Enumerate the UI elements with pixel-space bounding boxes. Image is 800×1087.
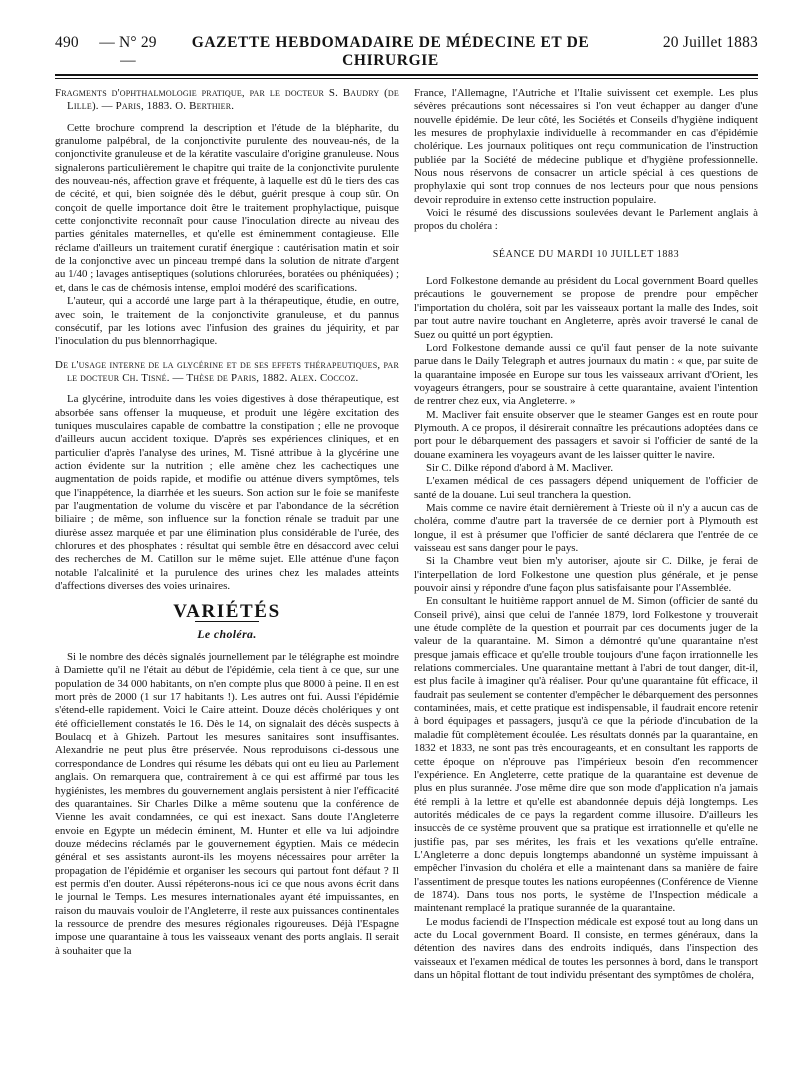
article-paragraph-continued: France, l'Allemagne, l'Autriche et l'Italie suivissent cet exemple. Les plus sévères précautions sont nécessaires si l'on veut échapper au danger d'une nouvelle épidémie. De leur côté, les Sociétés et Conseils d'hygiène indiquent les mesures de prophylaxie individuelle à recommander en cas d'épidémie cholérique. Les journaux politiques ont reçu communication de l'instruction publiée par la Société de médecine publique et d'hygiène professionnelle. Nous nous réservons de consacrer un article spécial à ces questions de prophylaxie qui sont trop connues de nos lecteurs pour que nous pensions devoir reproduire in extenso cette instruction populaire. [414,87,758,206]
spacer [55,114,399,122]
debate-paragraph: M. Macliver fait ensuite observer que le steamer Ganges est en route pour Plymouth. A ce propos, il désirerait connaître les précautions adoptées dans ce port pour le débarquement des passagers et savoir si l'officier de santé de la douane examinera les voyageurs avant de les laisser quitter le navire. [414,408,758,461]
debate-paragraph: Si la Chambre veut bien m'y autoriser, ajoute sir C. Dilke, je ferai de l'interpellation de lord Folkestone une question plus générale, et je pense pouvoir ainsi y répondre d'une façon plus satisfaisante pour l'Assemblée. [414,555,758,595]
page-number: 490 [55,34,79,51]
review-paragraph: La glycérine, introduite dans les voies digestives à dose thérapeutique, est absorbée sans offenser la muqueuse, et produit une légère excitation des tuniques musculaires capable de combattre la constipation ; elle ne provoque d'ailleurs aucun accident toxique. D'après ses expériences cliniques, et en particulier d'après l'analyse des urines, M. Tisné attribue à la glycérine une action évidente sur la nutrition ; elle amène chez les cachectiques une augmentation de poids rapide, et modifie ou atténue divers symptômes, tels que l'inappétence, la diarrhée et les sueurs. Son action sur le foie se manifeste par l'augmentation de volume du viscère et par l'abondance de la sécrétion biliaire ; de même, son influence sur la fonction rénale se traduit par une diurèse assez marquée et par une élimination plus considérable de l'urée, des chlorures et des phosphates : résultat qui semble être en désaccord avec celui des recherches de M. Catillon sur le même sujet. Elle atténue d'une façon notable l'alcalinité et la purulence des urines chez les malades atteints d'affections diverses des voies urinaires. [55,393,399,593]
issue-number: — N° 29 — [99,34,157,69]
section-title-varietes: VARIÉTÉS [173,601,281,623]
seance-heading: SÉANCE DU MARDI 10 JUILLET 1883 [492,248,680,260]
review-paragraph: Cette brochure comprend la description et l'étude de la blépharite, du granulome palpébral, de la conjonctivite purulente des nouveau-nés, de la conjonctivite granuleuse et de la kératite vasculaire d'origine granuleuse. Nous signalerons particulièrement le chapitre qui traite de la conjonctivite purulente des nouveau-nés, affection grave et fréquente, à laquelle est dû le tiers des cas de cécité, et qui, bien soignée dès le début, guérit presque à coup sûr. On conçoit de quelle importance doit être le traitement prophylactique, puisque cette conjonctivite reconnaît pour cause l'inoculation directe au niveau des parties génitales maternelles, et qu'elle est éminemment contagieuse. Elle réclame d'ailleurs un traitement curatif énergique : cautérisation matin et soir de la conjonctive avec un pinceau trempé dans la solution de nitrate d'argent au 1/40 ; lavages antiseptiques (solutions chlorurées, boratées ou phéniquées) ; et, dans le cas de chémosis intense, emploi modéré des scarifications. [55,121,399,294]
debate-paragraph: Mais comme ce navire était dernièrement à Trieste où il n'y a aucun cas de choléra, comme d'autre part la traversée de ce dernier port à Plymouth est longue, il est à présumer que l'officier de santé déclarera que l'entrée de ce vaisseau est sans danger pour le pays. [414,501,758,554]
spacer [55,385,399,393]
text-columns [55,87,758,1087]
header-rule-thin [55,78,758,79]
review-title-glycerine: De l'usage interne de la glycérine et de ses effets thérapeutiques, par le docteur Ch. Tisné. — Thèse de Paris, 1882. Alex. Coccoz. [55,358,399,384]
debate-paragraph: Sir C. Dilke répond d'abord à M. Macliver. [426,461,614,474]
header-rule [55,74,758,76]
right-column [414,87,758,1087]
article-paragraph: Si le nombre des décès signalés journellement par le télégraphe est moindre à Damiette qu'il ne l'était au début de l'épidémie, cela tient à ce que, sur une population de 34 000 habitants, on n'en compte plus que 8000 à peine. Il en est mort près de 2000 (1 sur 17 habitants !). Les autres ont fui. Aussi l'épidémie s'étend-elle rapidement. Voici le Caire atteint. Douze décès cholériques y ont été officiellement constatés le 16. Dès le 14, on signalait des décès suspects à Boulacq et à Ghizeh. Partout les mesures sanitaires sont insuffisantes. Alexandrie ne peut plus être préservée. Nous reproduisons ci-dessous une correspondance de Londres qui résume les débats qui ont eu lieu au Parlement anglais. On remarquera que, contrairement à ce qui est affirmé par tous les hygiénistes, les membres du gouvernement anglais persistent à nier l'efficacité des quarantaines. Sir Charles Dilke a même soutenu que la conférence de Vienne les avait condamnées, ce qui est inexact. Sans doute l'Angleterre envoie en Egypte un médecin éminent, M. Hunter et elle va lui adjoindre douze médecins réclamés par le gouvernement égyptien. Mais ce médecin général et ses assistants auront-ils les moyens nécessaires pour arrêter la propagation de l'épidémie et organiser les secours qui partout font défaut ? Il est permis d'en douter. Aussi répéterons-nous ici ce que nous avons écrit dans le journal le Temps. Les mesures internationales ayant été impuissantes, en raison du mauvais vouloir de l'Angleterre, il reste aux puissances continentales la ressource de prendre des mesures régionales rigoureuses. Déjà l'Espagne impose une quarantaine à tous les vaisseaux venant des ports anglais. Il serait à souhaiter que la [55,651,399,957]
article-paragraph: Voici le résumé des discussions soulevées devant le Parlement anglais à propos du choléra : [414,207,758,233]
subsection-title-cholera: Le choléra. [197,626,257,641]
debate-paragraph: En consultant le huitième rapport annuel de M. Simon (officier de santé du Conseil privé), ainsi que celui de l'année 1879, lord Folkestone y trouverait une étude complète de la question et pourrait par ces documents juger de la valeur de la quarantaine. M. Simon a démontré qu'une quarantaine n'est presque jamais efficace et qu'elle trouble toujours d'une façon irrationnelle les relations commerciales. Une quarantaine mettant à l'abri de tout danger, dit-il, est plus facile à imaginer qu'à réaliser. Pour qu'une quarantaine fût efficace, il faudrait pas seulement se contenter d'empêcher le débarquement des personnes contaminées, mais, et cette pratique est indispensable, il faudrait encore retenir à bord équipages et passagers, jusqu'à ce que la période d'incubation de la maladie fût complètement écoulée. Les résultats donnés par la quarantaine, en 1832 et 1833, ne sont pas très encourageants, et en consultant les rapports de cette époque on n'éprouve pas l'impérieux besoin d'en recommencer l'expérience. En Angleterre, cette pratique de la quarantaine est devenue de plus en plus surannée. J'ose même dire que son mode d'application n'a jamais été rempli à la lettre et qu'elle est abandonnée depuis déjà longtemps. Les autorités médicales de ce pays la regardent comme illusoire. D'ailleurs les insuccès de ce système prouvent que sa pratique est irrationnelle et qu'elle ne justifie pas, par ses mérites, les frais et les vexations qu'elle entraîne. L'Angleterre a donc depuis longtemps abandonné un système impuissant à empêcher l'invasion du choléra et elle a maintenant dans sa manière de faire l'assentiment de presque toutes les nations européennes (Conférence de Vienne de 1874). Dans tous nos ports, le système de l'Inspection médicale a maintenant remplacé la pratique surannée de la quarantaine. [414,595,758,915]
column-gutter [399,87,414,1087]
debate-paragraph: Lord Folkestone demande au président du Local government Board quelles précautions le gouvernement se propose de prendre pour empêcher l'importation du choléra, soit par les vaisseaux portant la malle des Indes, soit par tout autre navire touchant en Angleterre, après avoir traversé le canal de Suez ou quitté un port égyptien. [414,275,758,341]
review-paragraph: L'auteur, qui a accordé une large part à la thérapeutique, étudie, en outre, avec soin, le traitement de la conjonctivite granuleuse, et du pannus consécutif, par les lotions avec l'infusion des graines du jéquirity, et par l'inoculation du pus blennorrhagique. [55,295,399,348]
debate-paragraph: L'examen médical de ces passagers dépend uniquement de l'officier de santé de la douane. Lui seul tranchera la question. [414,475,758,501]
debate-paragraph: Le modus faciendi de l'Inspection médicale est exposé tout au long dans un acte du Local government Board. Il consiste, en termes généraux, dans la détention des navires dans des endroits indiqués, dans l'inspection des vaisseaux et l'examen médical de toutes les personnes à bord, dans le transport dans un hôpital flottant de tout individu présentant des symptômes de choléra, [414,915,758,981]
left-column [55,87,399,1087]
debate-paragraph: Lord Folkestone demande aussi ce qu'il faut penser de la note suivante parue dans le Daily Telegraph et autres journaux du matin : « que, par suite de la quarantaine imposée en Europe sur tous les vaisseaux arrivant d'Orient, les voyageurs étrangers, pour se soustraire à cette quarantaine, avaient l'intention de rentrer chez eux, via Angleterre. » [414,341,758,408]
page-header [55,34,758,70]
issue-date: 20 Juillet 1883 [662,34,758,51]
review-title-ophthalmology: Fragments d'ophthalmologie pratique, par le docteur S. Baudry (de Lille). — Paris, 1883. O. Berthier. [55,87,399,113]
journal-title: GAZETTE HEBDOMADAIRE DE MÉDECINE ET DE CHIRURGIE [191,34,590,69]
spacer [55,349,399,359]
